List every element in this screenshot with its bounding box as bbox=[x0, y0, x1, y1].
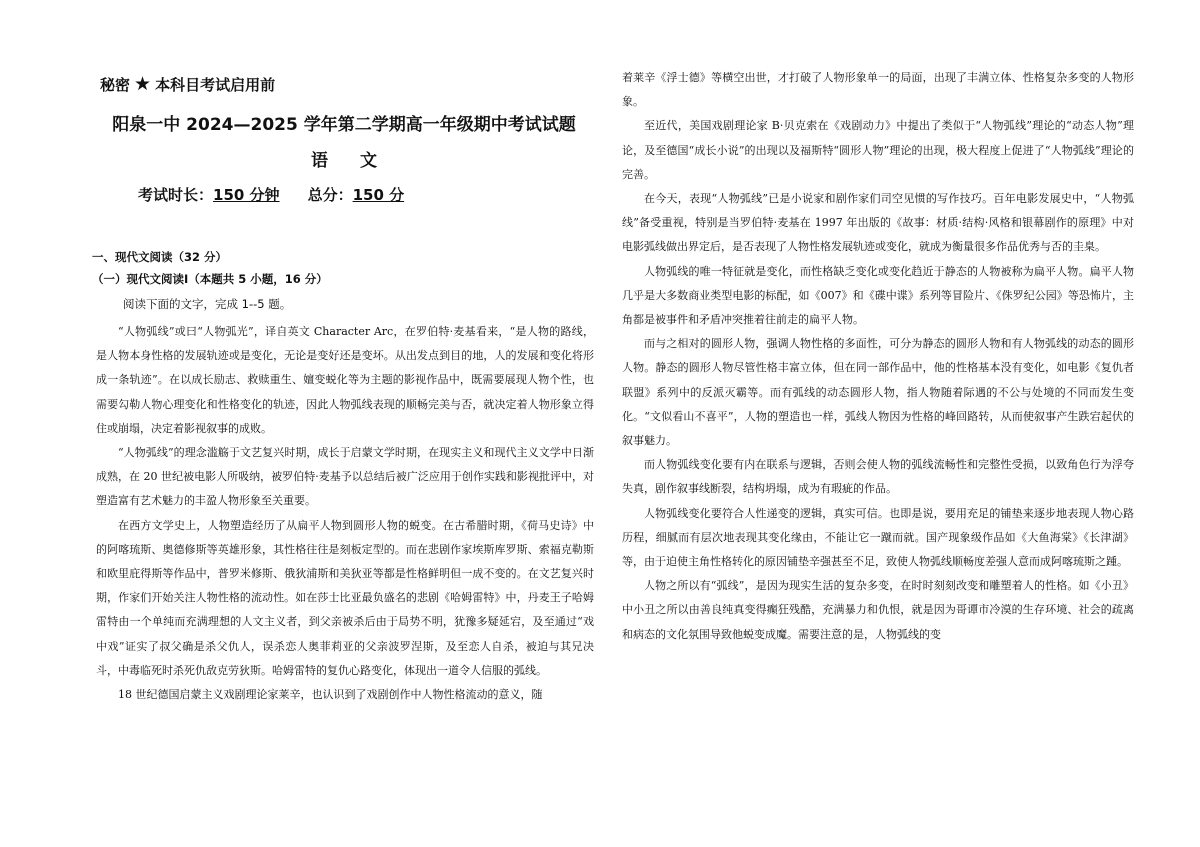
paragraph: “人物弧线”或曰“人物弧光”，译自英文 Character Arc，在罗伯特·麦基看来，“是人物的路线，是人物本身性格的发展轨迹或是变化，无论是变好还是变坏。从出发点到目的地，人的发展和变化将形成一条轨迹”。在以成长励志、救赎重生、嬗变蜕化等为主题的影视作品中，既需要展现人物个性，也需要勾勒人物心理变化和性格变化的轨迹，因此人物弧线表现的顺畅完美与否，就决定着人物形象立得住或崩塌，决定着影视叙事的成败。 bbox=[96, 325, 594, 435]
left-column-text bbox=[96, 320, 594, 707]
star-icon: ★ bbox=[134, 73, 152, 95]
paragraph: 在今天，表现“人物弧线”已是小说家和剧作家们司空见惯的写作技巧。百年电影发展史中，“人物弧线”备受重视，特别是当罗伯特·麦基在 1997 年出版的《故事：材质·结构·风格和银幕剧作的原理》中对电影弧线做出界定后，是否表现了人物性格发展轨迹或变化，就成为衡量很多作品优秀与否的圭臬。 bbox=[622, 192, 1134, 254]
secret-label: 秘密 bbox=[100, 76, 131, 94]
paragraph: 至近代，美国戏剧理论家 B·贝克索在《戏剧动力》中提出了类似于“人物弧线”理论的“动态人物”理论，及至德国“成长小说”的出现以及福斯特“圆形人物”理论的出现，极大程度上促进了“人物弧线”理论的完善。 bbox=[622, 119, 1134, 181]
paragraph: 在西方文学史上，人物塑造经历了从扁平人物到圆形人物的蜕变。在古希腊时期，《荷马史诗》中的阿喀琉斯、奥德修斯等英雄形象，其性格往往是刻板定型的。而在悲剧作家埃斯库罗斯、索福克勒斯和欧里庇得斯等作品中，普罗米修斯、俄狄浦斯和美狄亚等都是性格鲜明但一成不变的。在文艺复兴时期，作家们开始关注人物性格的流动性。如在莎士比亚最负盛名的悲剧《哈姆雷特》中，丹麦王子哈姆雷特由一个单纯而充满理想的人文主义者，到父亲被杀后由于局势不明，犹豫多疑延宕，及至通过“戏中戏”证实了叔父确是杀父仇人，误杀恋人奥菲莉亚的父亲波罗涅斯，及至恋人自杀，被迫与其兄决斗，中毒临死时杀死仇敌克劳狄斯。哈姆雷特的复仇心路变化，体现出一道令人信服的弧线。 bbox=[96, 518, 594, 677]
duration-value: 150 分钟 bbox=[213, 186, 280, 204]
section-heading: 一、现代文阅读（32 分） bbox=[92, 250, 228, 264]
secret-note: 本科目考试启用前 bbox=[155, 76, 276, 94]
paragraph: “人物弧线”的理念滥觞于文艺复兴时期，成长于启蒙文学时期，在现实主义和现代主义文学中日渐成熟，在 20 世纪被电影人所吸纳，被罗伯特·麦基予以总结后被广泛应用于创作实践和影视批评中，对塑造富有艺术魅力的丰盈人物形象至关重要。 bbox=[96, 446, 594, 508]
paragraph: 而与之相对的圆形人物，强调人物性格的多面性，可分为静态的圆形人物和有人物弧线的动态的圆形人物。静态的圆形人物尽管性格丰富立体，但在同一部作品中，他的性格基本没有变化，如电影《复仇者联盟》系列中的反派灭霸等。而有弧线的动态圆形人物，指人物随着际遇的不公与处境的不同而发生变化。“文似看山不喜平”，人物的塑造也一样，弧线人物因为性格的峰回路转，从而使叙事产生跌宕起伏的叙事魅力。 bbox=[622, 337, 1134, 448]
paragraph: 人物之所以有“弧线”，是因为现实生活的复杂多变，在时时刻刻改变和雕塑着人的性格。如《小丑》中小丑之所以由善良纯真变得癫狂残酷，充满暴力和仇恨，就是因为哥谭市冷漠的生存环境、社会的疏离和病态的文化氛围导致他蜕变成魔。需要注意的是，人物弧线的变 bbox=[622, 579, 1134, 641]
paragraph: 人物弧线的唯一特征就是变化，而性格缺乏变化或变化趋近于静态的人物被称为扁平人物。扁平人物几乎是大多数商业类型电影的标配，如《007》和《碟中谍》系列等冒险片、《侏罗纪公园》等恐怖片，主角都是被事件和矛盾冲突推着往前走的扁平人物。 bbox=[622, 264, 1134, 327]
confidential-mark bbox=[100, 74, 275, 95]
duration-label: 考试时长： bbox=[138, 186, 214, 204]
right-column-text bbox=[622, 66, 1134, 647]
paragraph: 18 世纪德国启蒙主义戏剧理论家莱辛，也认识到了戏剧创作中人物性格流动的意义，随 bbox=[118, 688, 543, 702]
subsection-heading: （一）现代文阅读Ⅰ（本题共 5 小题，16 分） bbox=[92, 272, 328, 286]
subject-title: 语文 bbox=[311, 151, 409, 171]
score-label: 总分： bbox=[307, 186, 353, 204]
score-value: 150 分 bbox=[352, 186, 405, 204]
exam-title: 阳泉一中 2024—2025 学年第二学期高一年级期中考试试题 bbox=[112, 115, 576, 135]
paragraph: 人物弧线变化要符合人性递变的逻辑，真实可信。也即是说，要用充足的铺垫来逐步地表现人物心路历程，细腻而有层次地表现其变化缘由，不能让它一蹴而就。国产现象级作品如《大鱼海棠》《长津湖》等，由于迫使主角性格转化的原因铺垫辛强甚至不足，致使人物弧线顺畅度差强人意而成阿喀琉斯之踵。 bbox=[622, 506, 1134, 569]
paragraph: 着莱辛《浮士德》等横空出世，才打破了人物形象单一的局面，出现了丰满立体、性格复杂多变的人物形象。 bbox=[622, 71, 1134, 109]
exam-meta bbox=[138, 184, 404, 205]
reading-instruction: 阅读下面的文字，完成 1--5 题。 bbox=[123, 297, 292, 311]
paragraph: 而人物弧线变化要有内在联系与逻辑，否则会使人物的弧线流畅性和完整性受损，以致角色行为浮夸失真，剧作叙事线断裂，结构坍塌，成为有瑕疵的作品。 bbox=[622, 458, 1134, 496]
